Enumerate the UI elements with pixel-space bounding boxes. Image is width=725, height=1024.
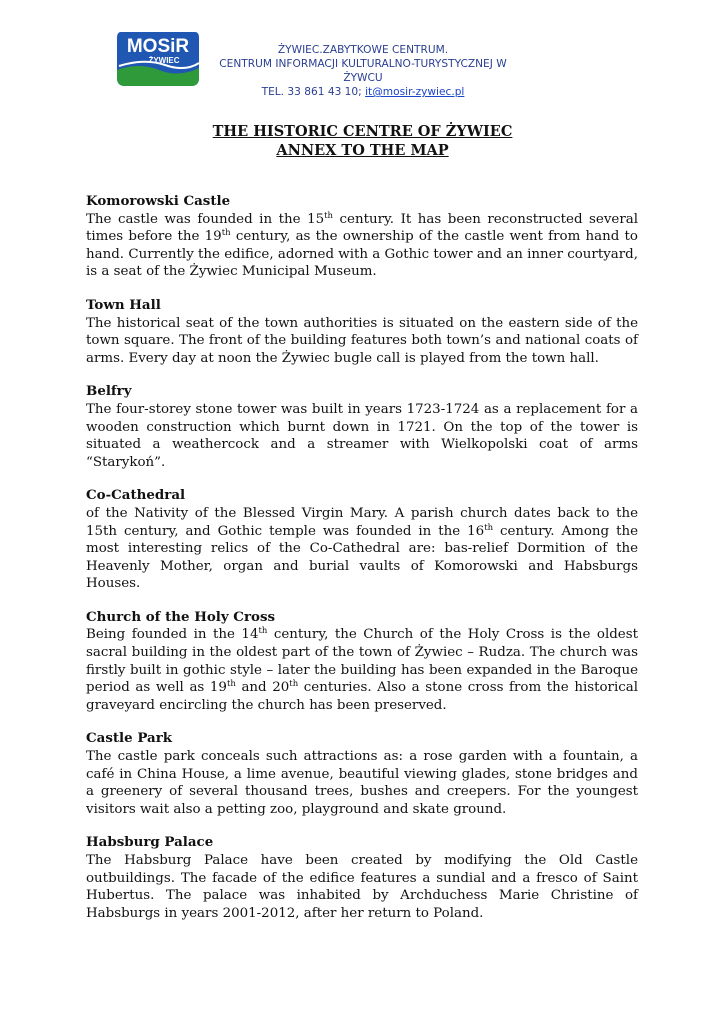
email-link[interactable]: it@mosir-zywiec.pl: [365, 86, 465, 98]
title-line-1: THE HISTORIC CENTRE OF ŻYWIEC: [212, 123, 513, 140]
header-line-1: ŻYWIEC.ZABYTKOWE CENTRUM.: [277, 44, 449, 56]
title-line-2: ANNEX TO THE MAP: [276, 142, 449, 159]
section-text: Being founded in the 14th century, the Church of the Holy Cross is the oldest sacral building in the oldest part of the town of Żywiec – Rudza. The church was firstly built in gothic style – later the building has been expanded in the Baroque period as well as 19th and 20th centuries. Also a stone cross from the historical graveyard encircling the church has been preserved.: [86, 626, 638, 713]
logo-brand-text: MOSiR: [126, 36, 190, 57]
section-heading: Castle Park: [86, 730, 173, 747]
header-phone: TEL. 33 861 43 10;: [261, 86, 366, 98]
section-town-hall: [86, 297, 638, 367]
section-text: of the Nativity of the Blessed Virgin Mary. A parish church dates back to the 15th century, and Gothic temple was founded in the 16th century. Among the most interesting relics of the Co-Cathedral are: bas-relief Dormition of the Heavenly Mother, organ and burial vaults of Komorowski and Habsburgs Houses.: [86, 505, 638, 592]
document-body: [86, 193, 638, 938]
section-heading: Co-Cathedral: [86, 487, 186, 504]
section-heading: Church of the Holy Cross: [86, 608, 276, 625]
header-contact: [198, 85, 528, 99]
section-heading: Komorowski Castle: [86, 193, 231, 209]
logo-city-text: ŻYWIEC: [148, 56, 180, 65]
section-komorowski-castle: [86, 193, 638, 281]
section-text: The castle park conceals such attractions as: a rose garden with a fountain, a café in China House, a lime avenue, beautiful viewing glades, stone bridges and a greenery of several thousand trees, bushes and creepers. For the youngest visitors wait also a petting zoo, playground and skate ground.: [86, 749, 638, 817]
section-belfry: [86, 383, 638, 471]
logo-graphic: [115, 28, 201, 90]
mosir-logo: [115, 28, 201, 90]
section-text: The historical seat of the town authorities is situated on the eastern side of the town square. The front of the building features both town’s and national coats of arms. Every day at noon the Żywiec bugle call is played from the town hall.: [86, 315, 638, 366]
section-heading: Habsburg Palace: [86, 834, 214, 851]
section-text: The castle was founded in the 15th century. It has been reconstructed several times before the 19th century, as the ownership of the castle went from hand to hand. Currently the edifice, adorned with a Gothic tower and an inner courtyard, is a seat of the Żywiec Municipal Museum.: [86, 210, 638, 280]
section-habsburg-palace: [86, 834, 638, 922]
section-castle-park: [86, 730, 638, 818]
section-church-holy-cross: [86, 609, 638, 715]
section-co-cathedral: [86, 487, 638, 593]
section-text: The Habsburg Palace have been created by modifying the Old Castle outbuildings. The facade of the edifice features a sundial and a fresco of Saint Hubertus. The palace was inhabited by Archduchess Marie Christine of Habsburgs in years 2001-2012, after her return to Poland.: [86, 853, 638, 921]
section-heading: Belfry: [86, 383, 132, 400]
page-title: [0, 122, 725, 160]
page-header: [198, 43, 528, 99]
section-text: The four-storey stone tower was built in years 1723-1724 as a replacement for a wooden construction which burnt down in 1721. On the top of the tower is situated a weathercock and a streamer with Wielkopolski coat of arms “Starykoń”.: [86, 401, 638, 470]
section-heading: Town Hall: [86, 296, 161, 313]
header-line-2: CENTRUM INFORMACJI KULTURALNO-TURYSTYCZNEJ W ŻYWCU: [219, 58, 507, 84]
